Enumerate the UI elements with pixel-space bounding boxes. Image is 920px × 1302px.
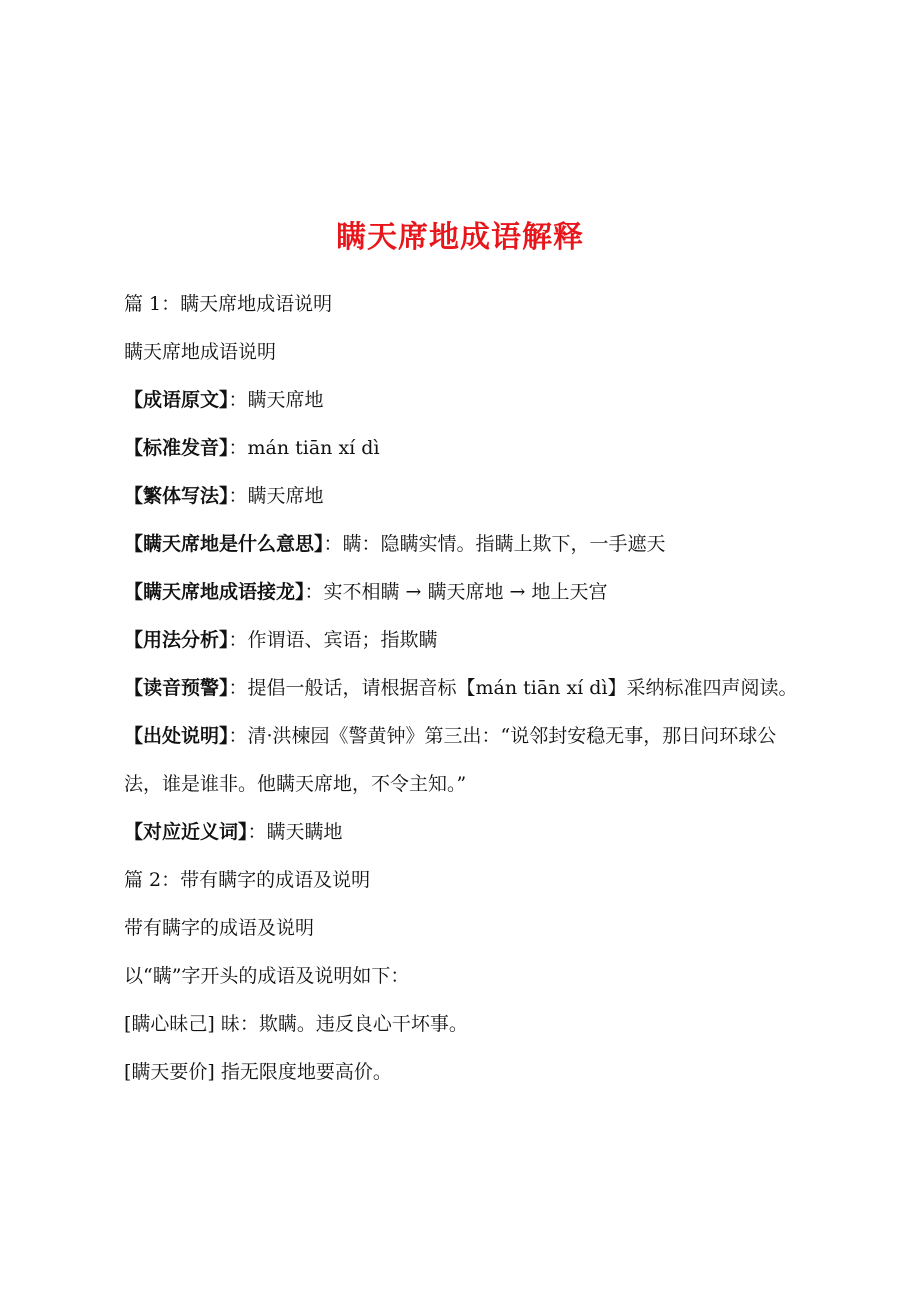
intro-line: [124, 952, 814, 1000]
entry-traditional: [124, 472, 814, 520]
entry-value: ：瞒天瞒地: [247, 821, 343, 843]
entry-label: 【出处说明】: [124, 725, 229, 747]
entry-reading-warning: [124, 664, 814, 712]
entry-label: 【繁体写法】: [124, 485, 229, 507]
document-body: [124, 280, 814, 1096]
document-title: 瞒天席地成语解释: [336, 220, 584, 256]
entry-value: ：作谓语、宾语；指欺瞒: [228, 629, 438, 651]
entry-label: 【用法分析】: [124, 629, 229, 651]
entry-label: 【对应近义词】: [124, 821, 248, 843]
entry-original-text: [124, 376, 814, 424]
entry-value: ：瞒天席地: [228, 389, 324, 411]
entry-meaning: [124, 520, 814, 568]
section-heading-1: [124, 280, 814, 328]
line-text: 篇 2：带有瞒字的成语及说明: [124, 869, 371, 891]
entry-value: ：实不相瞒 → 瞒天席地 → 地上天宫: [304, 581, 608, 603]
entry-label: 【标准发音】: [124, 437, 229, 459]
entry-label: 【瞒天席地是什么意思】: [124, 533, 324, 555]
entry-synonym: [124, 808, 814, 856]
line-text: 瞒天席地成语说明: [124, 341, 277, 363]
subheading-1: [124, 328, 814, 376]
entry-value: ：瞒天席地: [228, 485, 324, 507]
line-text: [瞒心昧己] 昧：欺瞒。违反良心干坏事。: [124, 1013, 468, 1035]
entry-label: 【成语原文】: [124, 389, 229, 411]
entry-value: ：mán tiān xí dì: [228, 437, 380, 459]
entry-label: 【读音预警】: [124, 677, 229, 699]
entry-value: ：提倡一般话，请根据音标【mán tiān xí dì】采纳标准四声阅读。: [228, 677, 798, 699]
line-text: 带有瞒字的成语及说明: [124, 917, 315, 939]
idiom-item: [124, 1048, 814, 1096]
entry-chain: [124, 568, 814, 616]
idiom-item: [124, 1000, 814, 1048]
subheading-2: [124, 904, 814, 952]
line-text: [瞒天要价] 指无限度地要高价。: [124, 1061, 392, 1083]
entry-pronunciation: [124, 424, 814, 472]
entry-usage: [124, 616, 814, 664]
section-heading-2: [124, 856, 814, 904]
entry-value: ：瞒：隐瞒实情。指瞒上欺下，一手遮天: [323, 533, 666, 555]
line-text: 以“瞒”字开头的成语及说明如下：: [124, 965, 410, 987]
entry-label: 【瞒天席地成语接龙】: [124, 581, 305, 603]
entry-value: ：清·洪楝园《警黄钟》第三出：“说邻封安稳无事，那日问环球公法，谁是谁非。他瞒天席地，不令主知。”: [124, 725, 777, 795]
entry-source: [124, 712, 814, 808]
line-text: 篇 1：瞒天席地成语说明: [124, 293, 333, 315]
